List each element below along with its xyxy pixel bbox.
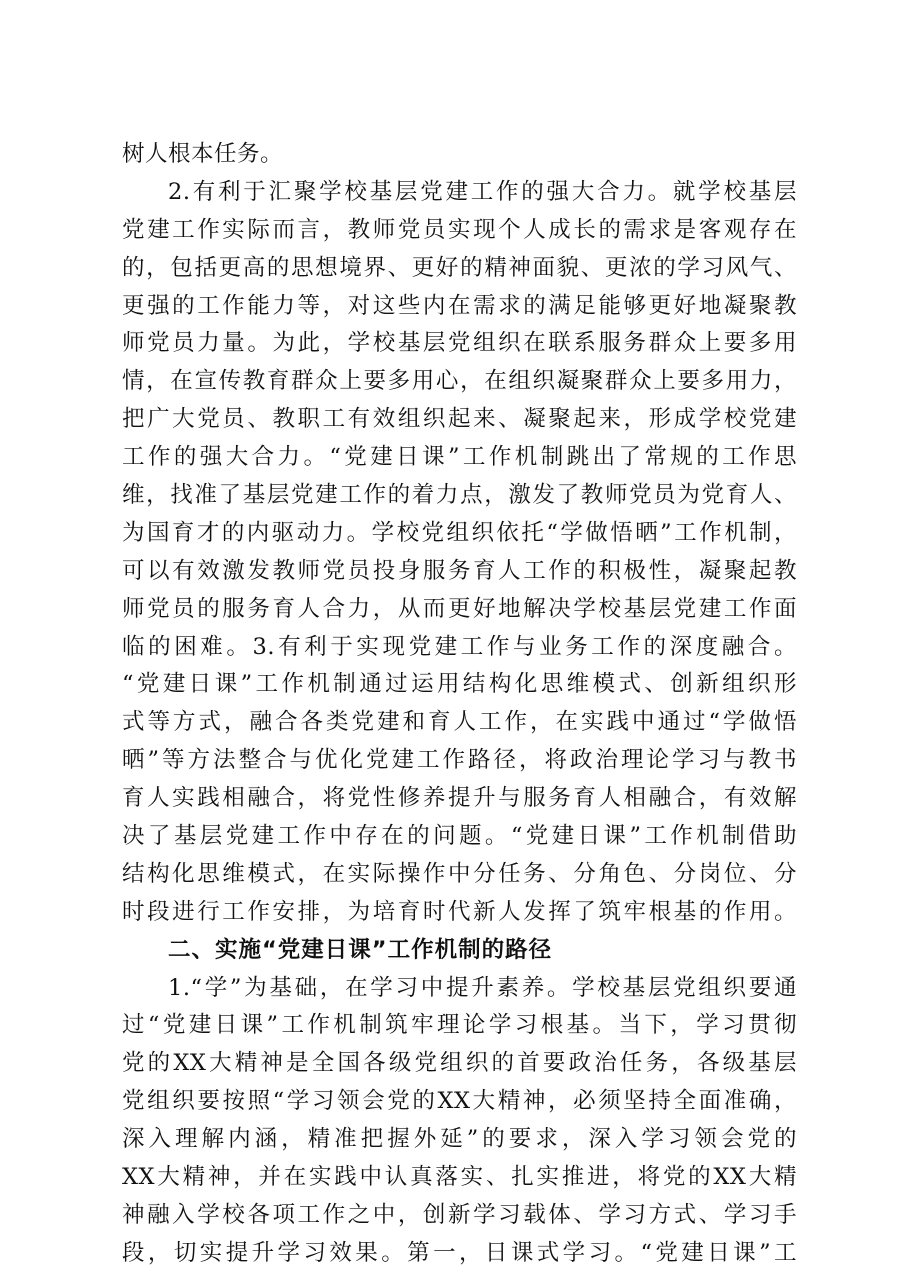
text-line: 式等方式，融合各类党建和育人工作，在实践中通过“学做悟 xyxy=(122,709,797,736)
text-line: 更强的工作能力等，对这些内在需求的满足能够更好地凝聚教 xyxy=(122,292,797,319)
text-line: 神融入学校各项工作之中，创新学习载体、学习方式、学习手 xyxy=(122,1201,797,1228)
text-line: 师党员的服务育人合力，从而更好地解决学校基层党建工作面 xyxy=(122,595,797,622)
text-line: 过“党建日课”工作机制筑牢理论学习根基。当下，学习贯彻 xyxy=(122,1012,797,1039)
text-line: 工作的强大合力。“党建日课”工作机制跳出了常规的工作思 xyxy=(122,444,797,471)
text-line: 树人根本任务。 xyxy=(122,141,284,167)
text-line: “党建日课”工作机制通过运用结构化思维模式、创新组织形 xyxy=(122,671,797,698)
text-line: 临的困难。3.有利于实现党建工作与业务工作的深度融合。 xyxy=(122,633,797,660)
text-line: 2.有利于汇聚学校基层党建工作的强大合力。就学校基层 xyxy=(168,178,797,205)
text-line: 晒”等方法整合与优化党建工作路径，将政治理论学习与教书 xyxy=(122,747,797,774)
text-line: 把广大党员、教职工有效组织起来、凝聚起来，形成学校党建 xyxy=(122,406,797,433)
text-line: 结构化思维模式，在实际操作中分任务、分角色、分岗位、分 xyxy=(122,860,797,887)
text-line: 党组织要按照“学习领会党的XX大精神，必须坚持全面准确， xyxy=(122,1088,797,1115)
text-line: 党建工作实际而言，教师党员实现个人成长的需求是客观存在 xyxy=(122,216,797,243)
text-line: 可以有效激发教师党员投身服务育人工作的积极性，凝聚起教 xyxy=(122,557,797,584)
text-line: 的，包括更高的思想境界、更好的精神面貌、更浓的学习风气、 xyxy=(122,254,797,281)
text-line: 为国育才的内驱动力。学校党组织依托“学做悟晒”工作机制， xyxy=(122,519,797,546)
text-line: XX大精神，并在实践中认真落实、扎实推进，将党的XX大精 xyxy=(122,1164,797,1191)
text-line: 维，找准了基层党建工作的着力点，激发了教师党员为党育人、 xyxy=(122,482,797,509)
section-heading: 二、实施“党建日课”工作机制的路径 xyxy=(168,936,553,963)
text-line: 育人实践相融合，将党性修养提升与服务育人相融合，有效解 xyxy=(122,785,797,812)
text-line: 1.“学”为基础，在学习中提升素养。学校基层党组织要通 xyxy=(168,974,797,1001)
document-body xyxy=(122,136,797,1273)
text-line: 深入理解内涵，精准把握外延”的要求，深入学习领会党的 xyxy=(122,1126,797,1153)
text-line: 决了基层党建工作中存在的问题。“党建日课”工作机制借助 xyxy=(122,823,797,850)
text-line: 党的XX大精神是全国各级党组织的首要政治任务，各级基层 xyxy=(122,1050,797,1077)
text-line: 时段进行工作安排，为培育时代新人发挥了筑牢根基的作用。 xyxy=(122,898,797,925)
text-line: 情，在宣传教育群众上要多用心，在组织凝聚群众上要多用力， xyxy=(122,368,797,395)
text-line: 师党员力量。为此，学校基层党组织在联系服务群众上要多用 xyxy=(122,330,797,357)
text-line: 段，切实提升学习效果。第一，日课式学习。“党建日课”工 xyxy=(122,1239,797,1266)
